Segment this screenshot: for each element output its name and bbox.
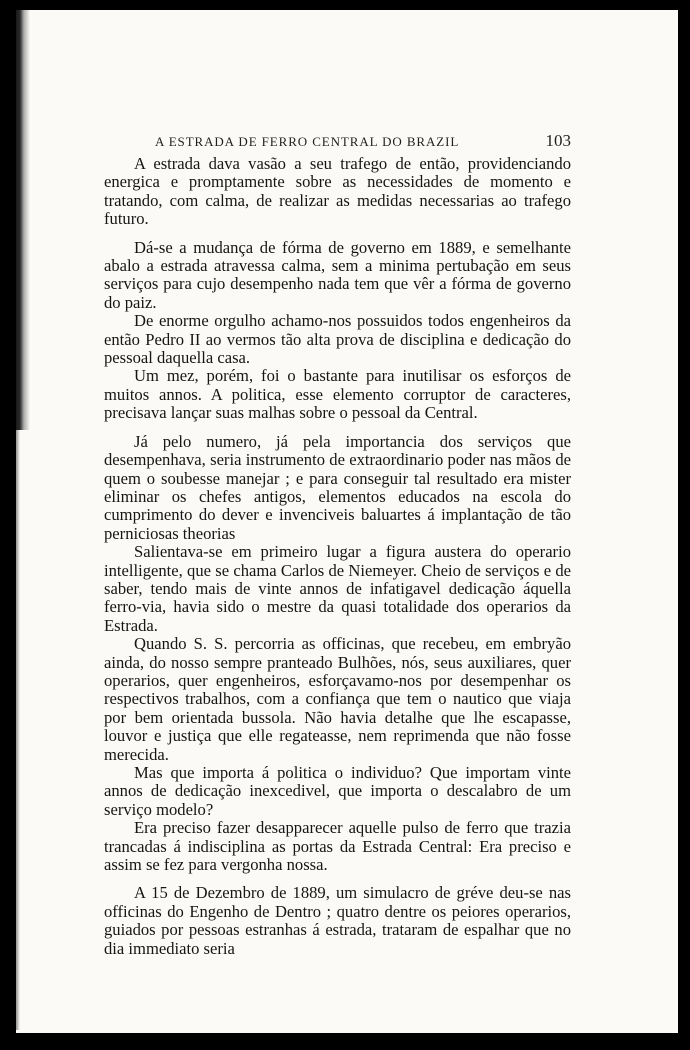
paragraph: Um mez, porém, foi o bastante para inutilisar os esforços de muitos annos. A politica, esse elemento corruptor de caracteres, precisava lançar suas malhas sobre o pessoal da Central.	[104, 366, 571, 423]
paragraph: Mas que importa á politica o individuo? Que importam vinte annos de dedicação inexcedivel, que importa o descalabro de um serviço modelo?	[104, 763, 571, 819]
paragraph: A 15 de Dezembro de 1889, um simulacro de gréve deu-se nas officinas do Engenho de Dentro ; quatro dentre os peiores operarios, guiados por pessoas estranhas á estrada, trataram de espalhar que no dia immediato seria	[104, 883, 571, 958]
paragraph: Salientava-se em primeiro lugar a figura austera do operario intelligente, que se chama Carlos de Niemeyer. Cheio de serviços e de saber, tendo mais de vinte annos de infatigavel dedicação áquella ferro-via, havia sido o mestre da quasi totalidade dos operarios da Estrada.	[104, 542, 571, 635]
running-title: A ESTRADA DE FERRO CENTRAL DO BRAZIL	[155, 134, 460, 149]
body-text	[104, 155, 571, 958]
paragraph: Quando S. S. percorria as officinas, que recebeu, em embryão ainda, do nosso sempre pranteado Bulhões, nós, seus auxiliares, quer operarios, quer engenheiros, esforçavamo-nos por desempenhar os respectivos trabalhos, com a confiança que tem o nautico que viaja por bem orientada bussola. Não havia detalhe que lhe escapasse, louvor e justiça que elle regateasse, nem reprimenda que não fosse merecida.	[104, 634, 571, 764]
paragraph: Era preciso fazer desapparecer aquelle pulso de ferro que trazia trancadas á indisciplina as portas da Estrada Central: Era preciso e assim se fez para vergonha nossa.	[104, 818, 571, 875]
paragraph: A estrada dava vasão a seu trafego de então, providenciando energica e promptamente sobre as necessidades de momento e tratando, com calma, de realizar as medidas necessarias ao trafego futuro.	[104, 154, 571, 229]
scan-binding-shadow	[16, 10, 30, 430]
paragraph: Já pelo numero, já pela importancia dos serviços que desempenhava, seria instrumento de extraordinario poder nas mãos de quem o soubesse manejar ; e para conseguir tal resultado era mister eliminar os chefes antigos, elementos educados na escola do cumprimento do dever e invenciveis baluartes á implantação de tão perniciosas theorias	[104, 431, 571, 543]
page-header	[155, 131, 571, 151]
scan-binding-shadow-lower	[16, 430, 20, 1030]
page-number: 103	[545, 131, 571, 150]
paragraph: Dá-se a mudança de fórma de governo em 1889, e semelhante abalo a estrada atravessa calma, sem a minima pertubação em seus serviços para cujo desempenho nada tem que vêr a fórma de governo do paiz.	[104, 237, 571, 312]
paragraph: De enorme orgulho achamo-nos possuidos todos engenheiros da então Pedro II ao vermos tão alta prova de disciplina e dedicação do pessoal daquella casa.	[104, 311, 571, 368]
